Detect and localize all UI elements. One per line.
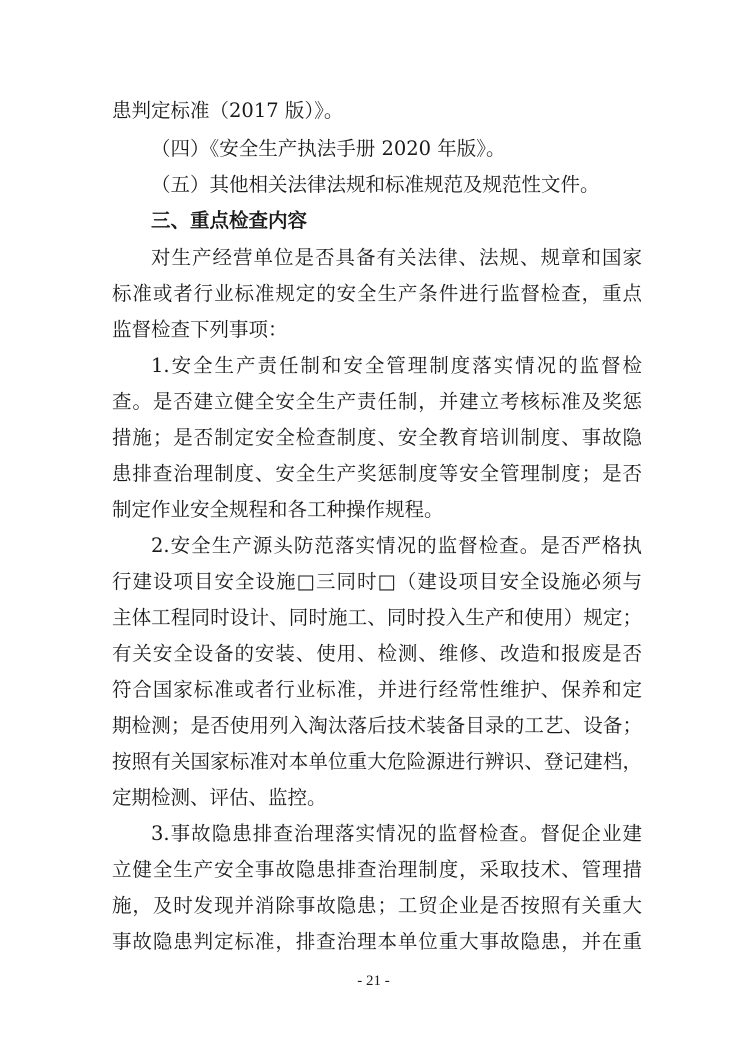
paragraph-line: 标准或者行业标准规定的安全生产条件进行监督检查，重点: [112, 282, 642, 305]
item-2-line: 2.安全生产源头防范落实情况的监督检查。是否严格执: [151, 534, 642, 557]
item-1-line: 查。是否建立健全安全生产责任制，并建立考核标准及奖惩: [112, 390, 642, 413]
page-number: - 21 -: [357, 973, 390, 989]
paragraph-line: 监督检查下列事项：: [112, 318, 288, 341]
item-2-line: 有关安全设备的安装、使用、检测、维修、改造和报废是否: [112, 642, 642, 665]
item-1-line: 患排查治理制度、安全生产奖惩制度等安全管理制度；是否: [112, 462, 642, 485]
item-3-line: 立健全生产安全事故隐患排查治理制度，采取技术、管理措: [112, 858, 642, 881]
reference-item-4: （四）《安全生产执法手册 2020 年版》。: [151, 137, 506, 160]
item-1-line: 措施；是否制定安全检查制度、安全教育培训制度、事故隐: [112, 426, 642, 449]
text-line-continuation: 患判定标准（2017 版）》。: [112, 99, 344, 122]
item-1-line: 制定作业安全规程和各工种操作规程。: [112, 498, 444, 521]
item-2-line: 按照有关国家标准对本单位重大危险源进行辨识、登记建档，: [112, 750, 642, 773]
item-2-line: 符合国家标准或者行业标准，并进行经常性维护、保养和定: [112, 678, 642, 701]
item-3-line: 施，及时发现并消除事故隐患；工贸企业是否按照有关重大: [112, 894, 642, 917]
item-1-line: 1.安全生产责任制和安全管理制度落实情况的监督检: [151, 354, 642, 377]
paragraph-line: 对生产经营单位是否具备有关法律、法规、规章和国家: [151, 246, 642, 269]
item-2-line: 行建设项目安全设施□三同时□（建设项目安全设施必须与: [112, 570, 642, 593]
item-3-line: 事故隐患判定标准，排查治理本单位重大事故隐患，并在重: [112, 930, 642, 953]
item-2-line: 期检测；是否使用列入淘汰落后技术装备目录的工艺、设备；: [112, 714, 642, 737]
item-3-line: 3.事故隐患排查治理落实情况的监督检查。督促企业建: [151, 822, 642, 845]
reference-item-5: （五）其他相关法律法规和标准规范及规范性文件。: [151, 173, 600, 196]
item-2-line: 定期检测、评估、监控。: [112, 786, 327, 809]
section-heading: 三、重点检查内容: [151, 209, 308, 232]
item-2-line: 主体工程同时设计、同时施工、同时投入生产和使用）规定；: [112, 606, 642, 629]
